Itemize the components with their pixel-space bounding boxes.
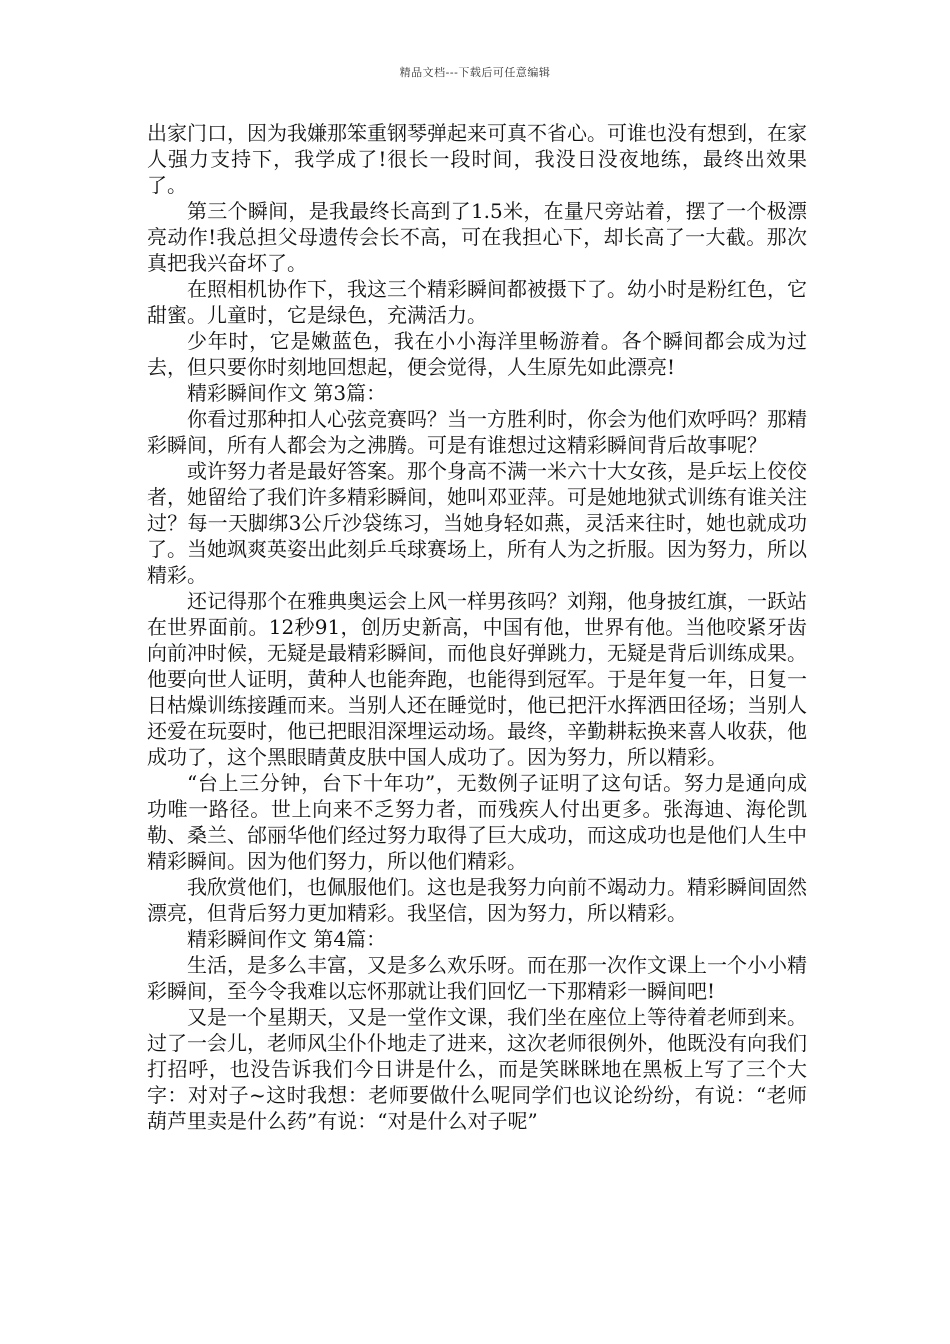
- paragraph: 在照相机协作下，我这三个精彩瞬间都被摄下了。幼小时是粉红色，它甜蜜。儿童时，它是绿色，充满活力。: [147, 277, 807, 327]
- section-heading: 精彩瞬间作文 第4篇：: [187, 927, 387, 951]
- paragraph: 你看过那种扣人心弦竞赛吗？当一方胜利时，你会为他们欢呼吗？那精彩瞬间，所有人都会为之沸腾。可是有谁想过这精彩瞬间背后故事呢？: [147, 407, 807, 457]
- paragraph: 我欣赏他们，也佩服他们。这也是我努力向前不竭动力。精彩瞬间固然漂亮，但背后努力更加精彩。我坚信，因为努力，所以精彩。: [147, 875, 807, 925]
- paragraph: 少年时，它是嫩蓝色，我在小小海洋里畅游着。各个瞬间都会成为过去，但只要你时刻地回想起，便会觉得，人生原先如此漂亮!: [147, 329, 807, 379]
- paragraph: 还记得那个在雅典奥运会上风一样男孩吗？刘翔，他身披红旗，一跃站在世界面前。12秒91，创历史新高，中国有他，世界有他。当他咬紧牙齿向前冲时候，无疑是最精彩瞬间，而他良好弹跳力，无疑是背后训练成果。他要向世人证明，黄种人也能奔跑，也能得到冠军。于是年复一年，日复一日枯燥训练接踵而来。当别人还在睡觉时，他已把汗水挥洒田径场；当别人还爱在玩耍时，他已把眼泪深埋运动场。最终，辛勤耕耘换来喜人收获，他成功了，这个黑眼睛黄皮肤中国人成功了。因为努力，所以精彩。: [147, 589, 807, 769]
- section-heading: 精彩瞬间作文 第3篇：: [187, 381, 387, 405]
- paragraph: 出家门口，因为我嫌那笨重钢琴弹起来可真不省心。可谁也没有想到，在家人强力支持下，我学成了!很长一段时间，我没日没夜地练，最终出效果了。: [147, 121, 807, 197]
- document-body: [147, 120, 807, 1134]
- paragraph: 第三个瞬间，是我最终长高到了1.5米，在量尺旁站着，摆了一个极漂亮动作!我总担父母遗传会长不高，可在我担心下，却长高了一大截。那次真把我兴奋坏了。: [147, 199, 807, 275]
- paragraph: 生活，是多么丰富，又是多么欢乐呀。而在那一次作文课上一个小小精彩瞬间，至今令我难以忘怀那就让我们回忆一下那精彩一瞬间吧!: [147, 953, 807, 1003]
- paragraph: 又是一个星期天，又是一堂作文课，我们坐在座位上等待着老师到来。过了一会儿，老师风尘仆仆地走了进来，这次老师很例外，他既没有向我们打招呼，也没告诉我们今日讲是什么，而是笑眯眯地在黑板上写了三个大字：对对子~这时我想：老师要做什么呢同学们也议论纷纷，有说：“老师葫芦里卖是什么药”有说：“对是什么对子呢”: [147, 1005, 807, 1133]
- page-header: 精品文档---下载后可任意编辑: [399, 66, 551, 79]
- paragraph: 或许努力者是最好答案。那个身高不满一米六十大女孩，是乒坛上佼佼者，她留给了我们许多精彩瞬间，她叫邓亚萍。可是她地狱式训练有谁关注过？每一天脚绑3公斤沙袋练习，当她身轻如燕，灵活来往时，她也就成功了。当她飒爽英姿出此刻乒乓球赛场上，所有人为之折服。因为努力，所以精彩。: [147, 459, 807, 587]
- paragraph: “台上三分钟，台下十年功”，无数例子证明了这句话。努力是通向成功唯一路径。世上向来不乏努力者，而残疾人付出更多。张海迪、海伦凯勒、桑兰、邰丽华他们经过努力取得了巨大成功，而这成功也是他们人生中精彩瞬间。因为他们努力，所以他们精彩。: [147, 771, 807, 873]
